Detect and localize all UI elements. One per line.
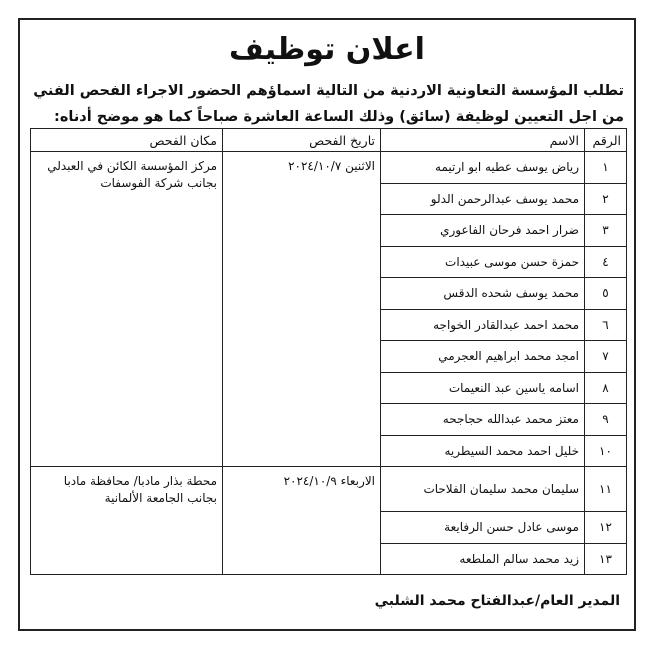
row-num: ٢ (585, 183, 627, 215)
row-num: ١٠ (585, 435, 627, 467)
row-name: معتز محمد عبدالله حجاجحه (381, 404, 585, 436)
row-num: ٧ (585, 341, 627, 373)
row-name: خليل احمد محمد السيطريه (381, 435, 585, 467)
row-name: ضرار احمد فرحان الفاعوري (381, 215, 585, 247)
table-row (31, 152, 627, 184)
table-row (31, 467, 627, 512)
row-num: ٤ (585, 246, 627, 278)
row-name: محمد يوسف عبدالرحمن الدلو (381, 183, 585, 215)
exam-place-1: مركز المؤسسة الكائن في العبدلي بجانب شركة الفوسفات (31, 152, 223, 467)
row-num: ٨ (585, 372, 627, 404)
row-name: زيد محمد سالم الملطعه (381, 543, 585, 575)
row-num: ٣ (585, 215, 627, 247)
signature-line: المدير العام/عبدالفتاح محمد الشلبي (374, 593, 620, 609)
row-name: موسى عادل حسن الرفايعة (381, 512, 585, 544)
header-name: الاسم (381, 129, 585, 152)
exam-date-2: الاربعاء ٢٠٢٤/١٠/٩ (223, 467, 381, 575)
table-header-row (31, 129, 627, 152)
exam-place-2: محطة بذار مادبا/ محافظة مادبا بجانب الجامعة الألمانية (31, 467, 223, 575)
header-date: تاريخ الفحص (223, 129, 381, 152)
row-name: اسامه ياسين عبد النعيمات (381, 372, 585, 404)
exam-date-1: الاثنين ٢٠٢٤/١٠/٧ (223, 152, 381, 467)
announcement-frame (18, 18, 636, 631)
row-name: سليمان محمد سليمان الفلاحات (381, 467, 585, 512)
row-name: امجد محمد ابراهيم العجرمي (381, 341, 585, 373)
row-num: ١٢ (585, 512, 627, 544)
row-name: محمد يوسف شحده الدقس (381, 278, 585, 310)
announcement-title: اعلان توظيف (229, 32, 425, 67)
header-place: مكان الفحص (31, 129, 223, 152)
row-num: ٦ (585, 309, 627, 341)
row-num: ٥ (585, 278, 627, 310)
candidates-table (30, 128, 627, 575)
header-num: الرقم (585, 129, 627, 152)
row-name: حمزة حسن موسى عبيدات (381, 246, 585, 278)
row-num: ٩ (585, 404, 627, 436)
row-num: ١ (585, 152, 627, 184)
row-num: ١١ (585, 467, 627, 512)
row-num: ١٣ (585, 543, 627, 575)
row-name: رياض يوسف عطيه ابو ارتيمه (381, 152, 585, 184)
row-name: محمد احمد عبدالقادر الخواجه (381, 309, 585, 341)
announcement-intro: تطلب المؤسسة التعاونية الاردنية من التالية اسماؤهم الحضور الاجراء الفحص الفني من اجل التعيين لوظيفة (سائق) وذلك الساعة العاشرة صباحاً كما هو موضح أدناه: (33, 83, 624, 125)
